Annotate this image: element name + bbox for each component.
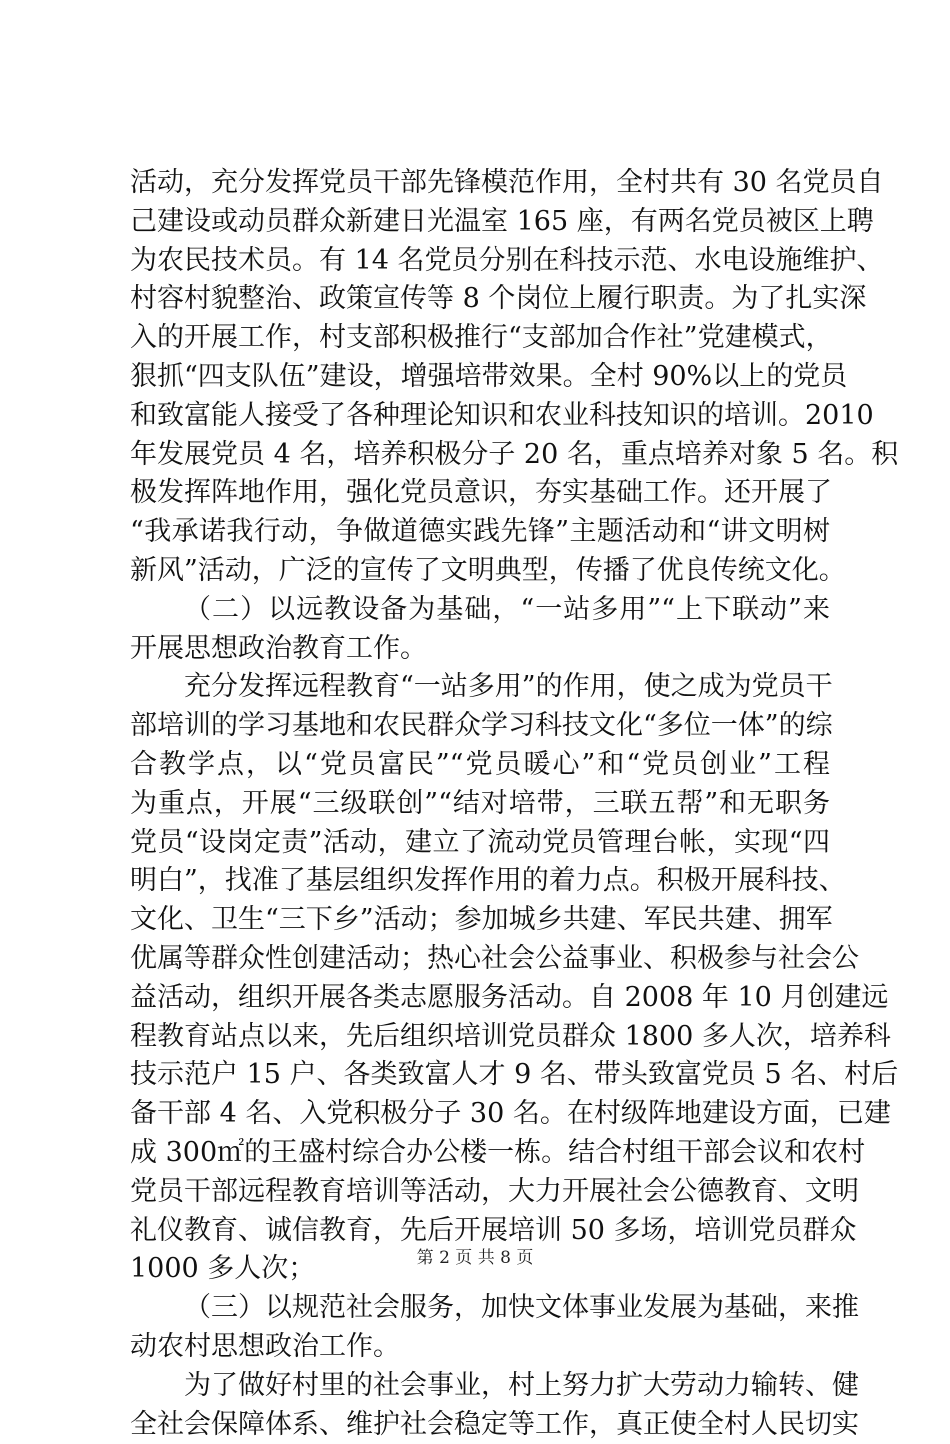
text-line: 备干部 4 名、入党积极分子 30 名。在村级阵地建设方面，已建 xyxy=(130,1095,830,1134)
text-line: 入的开展工作，村支部积极推行“支部加合作社”党建模式， xyxy=(130,319,830,358)
text-line: 极发挥阵地作用，强化党员意识，夯实基础工作。还开展了 xyxy=(130,474,830,513)
text-line: 明白”，找准了基层组织发挥作用的着力点。积极开展科技、 xyxy=(130,862,830,901)
text-line: 合教学点，以“党员富民”“党员暖心”和“党员创业”工程 xyxy=(130,746,830,785)
paragraph-2 xyxy=(130,668,830,1289)
text-line: 党员“设岗定责”活动，建立了流动党员管理台帐，实现“四 xyxy=(130,824,830,863)
heading-line: 动农村思想政治工作。 xyxy=(130,1328,830,1367)
text-line: 和致富能人接受了各种理论知识和农业科技知识的培训。2010 xyxy=(130,397,830,436)
section-heading-2 xyxy=(130,591,830,669)
text-line: 党员干部远程教育培训等活动，大力开展社会公德教育、文明 xyxy=(130,1173,830,1212)
text-line: 文化、卫生“三下乡”活动；参加城乡共建、军民共建、拥军 xyxy=(130,901,830,940)
text-line: 礼仪教育、诚信教育，先后开展培训 50 多场，培训党员群众 xyxy=(130,1212,830,1251)
text-line: 成 300㎡的王盛村综合办公楼一栋。结合村组干部会议和农村 xyxy=(130,1134,830,1173)
text-line: 部培训的学习基地和农民群众学习科技文化“多位一体”的综 xyxy=(130,707,830,746)
text-line: 活动，充分发挥党员干部先锋模范作用，全村共有 30 名党员自 xyxy=(130,164,830,203)
paragraph-3 xyxy=(130,1367,830,1444)
page-number-footer: 第 2 页 共 8 页 xyxy=(0,1243,950,1268)
text-line: 年发展党员 4 名，培养积极分子 20 名，重点培养对象 5 名。积 xyxy=(130,436,830,475)
heading-line: （三）以规范社会服务，加快文体事业发展为基础，来推 xyxy=(130,1289,830,1328)
text-line: 狠抓“四支队伍”建设，增强培带效果。全村 90%以上的党员 xyxy=(130,358,830,397)
text-line: 充分发挥远程教育“一站多用”的作用，使之成为党员干 xyxy=(130,668,830,707)
text-line: 村容村貌整治、政策宣传等 8 个岗位上履行职责。为了扎实深 xyxy=(130,280,830,319)
text-line: “我承诺我行动，争做道德实践先锋”主题活动和“讲文明树 xyxy=(130,513,830,552)
text-line: 为农民技术员。有 14 名党员分别在科技示范、水电设施维护、 xyxy=(130,242,830,281)
heading-line: （二）以远教设备为基础，“一站多用”“上下联动”来 xyxy=(130,591,830,630)
text-line: 新风”活动，广泛的宣传了文明典型，传播了优良传统文化。 xyxy=(130,552,830,591)
text-line: 1000 多人次； xyxy=(130,1250,830,1289)
heading-line: 开展思想政治教育工作。 xyxy=(130,630,830,669)
text-line: 己建设或动员群众新建日光温室 165 座，有两名党员被区上聘 xyxy=(130,203,830,242)
text-line: 优属等群众性创建活动；热心社会公益事业、积极参与社会公 xyxy=(130,940,830,979)
text-line: 为了做好村里的社会事业，村上努力扩大劳动力输转、健 xyxy=(130,1367,830,1406)
text-line: 为重点，开展“三级联创”“结对培带，三联五帮”和无职务 xyxy=(130,785,830,824)
text-line: 技示范户 15 户、各类致富人才 9 名、带头致富党员 5 名、村后 xyxy=(130,1056,830,1095)
text-line: 程教育站点以来，先后组织培训党员群众 1800 多人次，培养科 xyxy=(130,1018,830,1057)
text-line: 益活动，组织开展各类志愿服务活动。自 2008 年 10 月创建远 xyxy=(130,979,830,1018)
paragraph-1 xyxy=(130,164,830,591)
section-heading-3 xyxy=(130,1289,830,1367)
text-line: 全社会保障体系、维护社会稳定等工作，真正使全村人民切实 xyxy=(130,1406,830,1444)
